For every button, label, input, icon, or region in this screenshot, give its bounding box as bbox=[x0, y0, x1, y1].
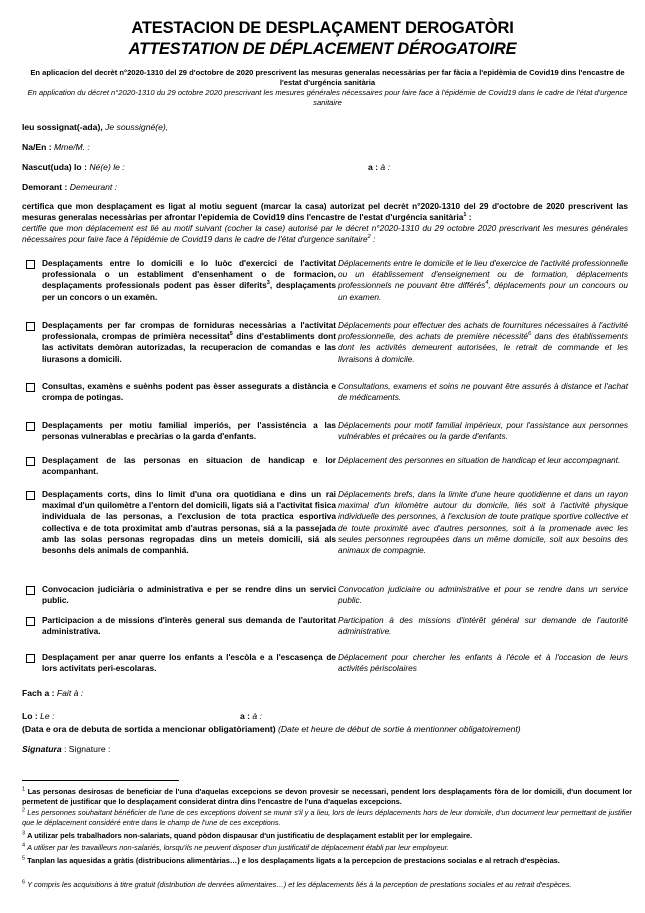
footnote-ref-2: 2 bbox=[367, 234, 371, 241]
address-label-fr: Demeurant : bbox=[69, 182, 118, 192]
reason-checkbox-missions[interactable] bbox=[26, 617, 35, 626]
reason-occitan: Desplaçaments entre lo domicili e lo luòc d'exercici de l'activitat professionala o un establiment d'ensenhament o de formacion, desplaçaments professionals podent pas èsser diferits$^3$, desplaçaments per un concors o un examèn. bbox=[42, 258, 336, 302]
reason-checkbox-exercise[interactable] bbox=[26, 491, 35, 500]
address-field[interactable] bbox=[22, 182, 117, 193]
reason-occitan: Desplaçaments per far crompas de forniduras necessàrias a l'activitat professionala, crompas de primièra necessitat$^5$ dins d'establiments dont las activitats demòran autorizadas, la recuperacion de comandas e las liurasons a domicili. bbox=[42, 320, 336, 364]
signature-label: Signatura bbox=[22, 744, 62, 754]
footnote-text: Les personnes souhaitant bénéficier de l'une de ces exceptions doivent se munir s'il y a lieu, lors de leurs déplacements hors de leur domicile, d'un document leur permettant de justifier que le déplacement considéré entre dans le champ de l'une de ces exceptions. bbox=[22, 808, 632, 827]
time-label: a : bbox=[240, 711, 251, 721]
certify-french: certifie que mon déplacement est lié au motif suivant (cocher la case) autorisé par le décret n°2020-1310 du 29 octobre 2020 prescrivant les mesures générales nécessaires pour faire face à l'épidémie de Covid19 dans le cadre de l'état d'urgence sanitaire bbox=[22, 223, 628, 244]
footnote-number: 4 bbox=[22, 842, 26, 849]
footnote-number: 2 bbox=[22, 807, 26, 814]
birth-place-field[interactable] bbox=[368, 162, 390, 173]
date-field[interactable] bbox=[22, 711, 54, 722]
reason-french: Déplacements entre le domicile et le lieu d'exercice de l'activité professionnelle ou un établissement d'enseignement ou de formation, déplacements professionnels ne pouvant être différés$^4$, déplacements pour un concours ou un examen. bbox=[338, 258, 628, 302]
born-label-fr: Né(e) le : bbox=[89, 162, 125, 172]
reason-french: Déplacements pour motif familial impérieux, pour l'assistance aux personnes vulnérables et précaires ou la garde d'enfants. bbox=[338, 420, 628, 442]
made-at-field[interactable] bbox=[22, 688, 83, 699]
reason-french: Convocation judiciaire ou administrative et pour se rendre dans un service public. bbox=[338, 584, 628, 606]
name-label-fr: Mme/M. : bbox=[54, 142, 90, 152]
footnote-1 bbox=[22, 787, 632, 806]
reason-occitan: Desplaçament de las personas en situacion de handicap e lor acompanhant. bbox=[42, 455, 336, 477]
name-field[interactable] bbox=[22, 142, 90, 153]
signature-label-fr: : Signature : bbox=[64, 744, 111, 754]
datetime-note-french: (Date et heure de début de sortie à mentionner obligatoirement) bbox=[277, 724, 521, 734]
decree-text bbox=[22, 68, 633, 108]
footnote-3 bbox=[22, 831, 632, 841]
certify-occitan: certifica que mon desplaçament es ligat al motiu seguent (marcar la casa) autorizat pel decrèt n°2020-1310 del 29 d'octobre de 2020 prescrivent las mesuras generalas necessàrias per afrontar l'epidemia de Covid19 dins l'encastre de l'estat d'urgéncia sanitària bbox=[22, 201, 628, 222]
birth-date-field[interactable] bbox=[22, 162, 125, 173]
footnote-number: 3 bbox=[22, 830, 26, 837]
footnote-ref-6: 6 bbox=[528, 331, 532, 338]
reason-occitan: Desplaçaments corts, dins lo limit d'una ora quotidiana e dins un rai maximal d'un quilomètre a l'entorn del domicili, ligats siá a l'activitat fisica individuala de las personas, a l'exclusion de tota practica esportiva collectiva e de tota proximitat amb d'autras personas, siá a la passejada amb las solas personas regropadas dins un meteis domicili, siá als besonhs dels animals de companhiá. bbox=[42, 489, 336, 556]
made-at-label: Fach a : bbox=[22, 688, 55, 698]
reason-occitan: Desplaçament per anar querre los enfants a l'escòla e a l'escasença de lors activitats peri-escolaras. bbox=[42, 652, 336, 674]
date-label-fr: Le : bbox=[40, 711, 55, 721]
certify-statement bbox=[22, 201, 628, 245]
reason-french: Déplacement pour chercher les enfants à l'école et à l'occasion de leurs activités périscolaires bbox=[338, 652, 628, 674]
footnote-text: Y compris les acquisitions à titre gratuit (distribution de denrées alimentaires…) et les déplacements liés à la perception de prestations sociales et au retrait d'espèces. bbox=[27, 880, 572, 889]
born-at-label: a : bbox=[368, 162, 379, 172]
born-at-label-fr: à : bbox=[380, 162, 390, 172]
footnote-4 bbox=[22, 843, 632, 853]
footnote-text: Las personas desirosas de beneficiar de l'una d'aquelas excepcions se devon provesir se necessari, pendent lors desplaçaments fòra de lor domicili, d'un document lor permetent de justificar que lo desplaçament considerat dintra dins l'encastre de l'una d'aquelas excepcions. bbox=[22, 787, 632, 806]
footnote-2 bbox=[22, 808, 632, 827]
reason-french: Déplacements pour effectuer des achats de fournitures nécessaires à l'activité professionnelle, des achats de première nécessité$^6$ dans des établissements dont les activités demeurent autorisées, le retrait de commande et les livraisons à domicile. bbox=[338, 320, 628, 364]
reason-french: Déplacement des personnes en situation de handicap et leur accompagnant. bbox=[338, 455, 621, 465]
time-field[interactable] bbox=[240, 711, 262, 722]
reason-checkbox-convocation[interactable] bbox=[26, 586, 35, 595]
decree-occitan: En aplicacion del decrèt n°2020-1310 del 29 d'octobre de 2020 prescrivent las mesuras generalas necessàrias per far fàcia a l'epidèmia de Covid19 dins l'encastre de l'estat d'urgéncia sanitària bbox=[30, 68, 625, 87]
datetime-note-occitan: (Data e ora de debuta de sortida a mencionar obligatòriament) bbox=[22, 724, 276, 734]
reason-occitan: Consultas, examèns e suènhs podent pas èsser assegurats a distància e crompa de potingas. bbox=[42, 381, 336, 403]
decree-french: En application du décret n°2020-1310 du 29 octobre 2020 prescrivant les mesures générales nécessaires pour faire face à l'épidémie de Covid19 dans le cadre de l'état d'urgence sanitaire bbox=[27, 88, 628, 107]
reason-french: Déplacements brefs, dans la limite d'une heure quotidienne et dans un rayon maximal d'un kilomètre autour du domicile, liés soit à l'activité physique individuelle des personnes, à l'exclusion de toute pratique sportive collective et de toute proximité avec d'autres personnes, soit à la promenade avec les seules personnes regroupées dans un même domicile, soit aux besoins des animaux de compagnie. bbox=[338, 489, 628, 556]
footnote-number: 5 bbox=[22, 855, 26, 862]
footnote-number: 6 bbox=[22, 879, 26, 886]
footnote-text: Tanplan las aquesidas a gràtis (distribucions alimentàrias…) e los desplaçaments ligats a la percepcion de prestacions socialas e al retrach d'espècias. bbox=[27, 856, 560, 865]
signatory-field[interactable] bbox=[22, 122, 168, 133]
footnote-number: 1 bbox=[22, 786, 26, 793]
reason-checkbox-handicap[interactable] bbox=[26, 457, 35, 466]
reason-occitan: Participacion a de missions d'interès general sus demanda de l'autoritat administrativa. bbox=[42, 615, 336, 637]
certify-french-end: : bbox=[370, 234, 376, 244]
reason-checkbox-school[interactable] bbox=[26, 654, 35, 663]
footnote-ref-4: 4 bbox=[485, 280, 489, 287]
born-label: Nascut(uda) lo : bbox=[22, 162, 87, 172]
footnote-ref-1: 1 bbox=[463, 212, 467, 219]
title-french: ATTESTATION DE DÉPLACEMENT DÉROGATOIRE bbox=[128, 40, 517, 58]
certify-occitan-end: : bbox=[466, 212, 472, 222]
datetime-note bbox=[22, 724, 521, 735]
title-occitan: ATESTACION DE DESPLAÇAMENT DEROGATÒRI bbox=[131, 19, 514, 37]
name-label: Na/En : bbox=[22, 142, 52, 152]
footnote-ref-5: 5 bbox=[229, 331, 233, 338]
reason-occitan: Convocacion judiciària o administrativa e per se rendre dins un servici public. bbox=[42, 584, 336, 606]
footnote-text: A utilizar pels trabalhadors non-salariats, quand pòdon dispausar d'un justificatiu de desplaçament establit per lor emplegaire. bbox=[27, 831, 473, 840]
footnote-5 bbox=[22, 856, 632, 866]
reason-checkbox-family[interactable] bbox=[26, 422, 35, 431]
address-label: Demorant : bbox=[22, 182, 68, 192]
time-label-fr: à : bbox=[252, 711, 262, 721]
footnote-text: A utiliser par les travailleurs non-salariés, lorsqu'ils ne peuvent disposer d'un justificatif de déplacement établi par leur employeur. bbox=[27, 843, 449, 852]
reason-occitan: Desplaçaments per motiu familial imperiós, per l'assisténcia a las personas vulnerablas e precàrias o la garda d'enfants. bbox=[42, 420, 336, 442]
signature-field[interactable] bbox=[22, 744, 110, 755]
made-at-label-fr: Fait à : bbox=[56, 688, 84, 698]
reason-checkbox-work[interactable] bbox=[26, 260, 35, 269]
signatory-label: Ieu sossignat(-ada), bbox=[22, 122, 103, 132]
footnote-6 bbox=[22, 880, 632, 890]
reason-french: Participation à des missions d'intérêt général sur demande de l'autorité administrative. bbox=[338, 615, 628, 637]
signatory-label-fr: Je soussigné(e), bbox=[105, 122, 169, 132]
date-label: Lo : bbox=[22, 711, 38, 721]
reason-checkbox-purchases[interactable] bbox=[26, 322, 35, 331]
footnote-separator bbox=[22, 780, 179, 781]
reason-checkbox-health[interactable] bbox=[26, 383, 35, 392]
footnote-ref-3: 3 bbox=[266, 280, 270, 287]
reason-french: Consultations, examens et soins ne pouvant être assurés à distance et l'achat de médicaments. bbox=[338, 381, 628, 403]
